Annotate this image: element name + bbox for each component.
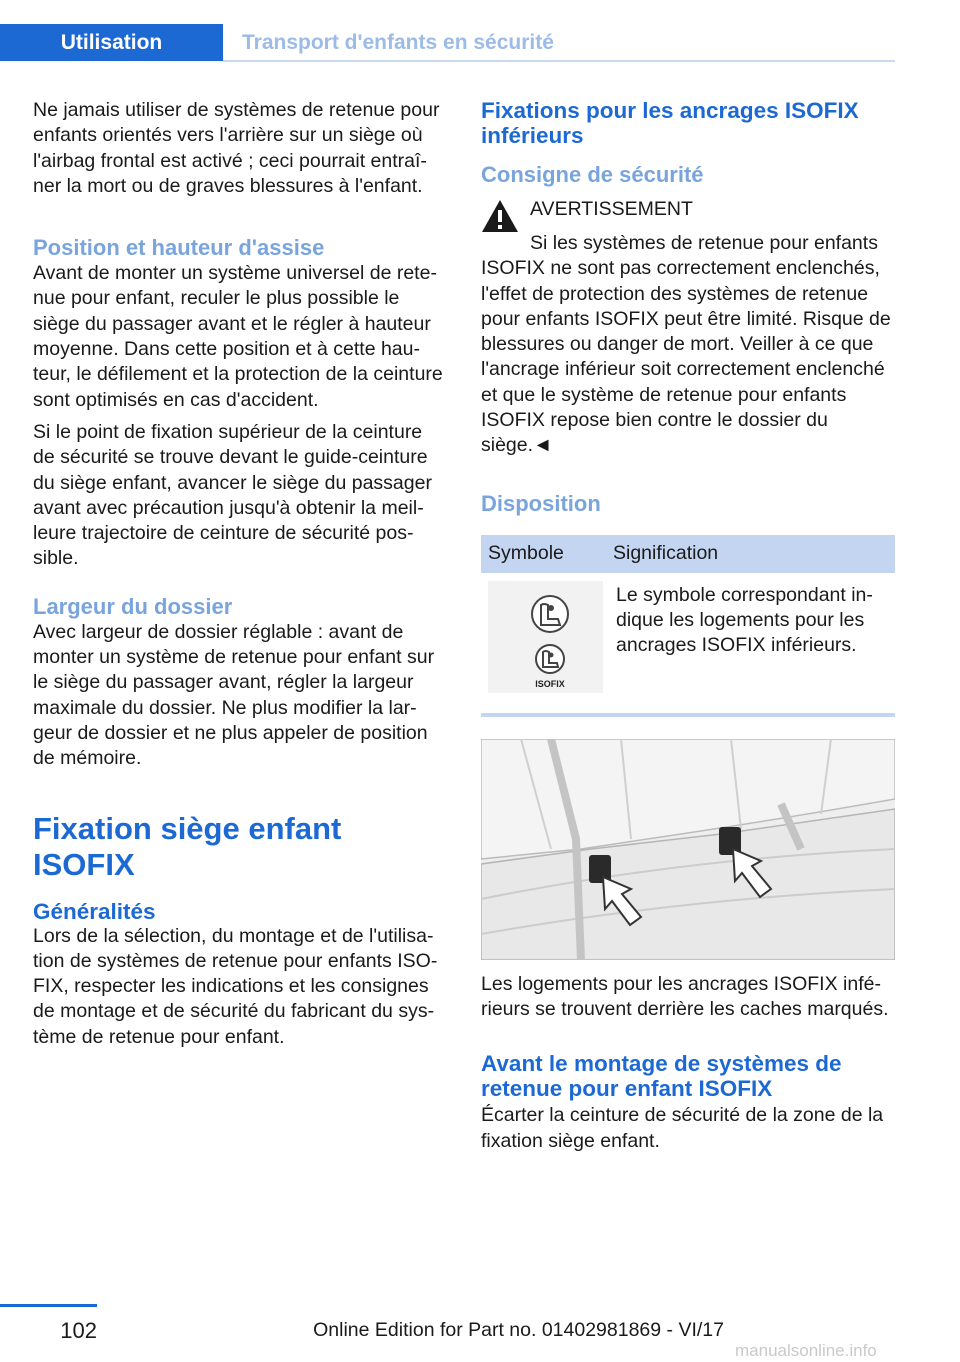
- position-paragraph-2: Si le point de fixation supérieur de la ceinture de sécurité se trouve devant le guide-ceinture du siège enfant, avancer le siège du passager avant avec précaution jusqu'à obtenir la meilleure trajectoire de ceinture de sécurité possible.: [33, 420, 432, 570]
- isofix-symbols: [488, 581, 603, 693]
- fixations-heading: Fixations pour les ancrages ISOFIX inférieurs: [481, 98, 859, 148]
- left-column: [33, 98, 448, 1057]
- disposition-heading: Disposition: [481, 490, 601, 516]
- meaning-column-header: Signification: [606, 535, 895, 573]
- footer-rule: [0, 1304, 97, 1307]
- isofix-icon-label: ISOFIX: [535, 678, 565, 689]
- position-paragraph-1: Avant de monter un système universel de retenue pour enfant, reculer le plus possible le siège du passager avant et le régler à hauteur moyenne. Dans cette position et à cette hauteur, le défilement et la protection de la ceinture sont optimisés en cas d'accident.: [33, 262, 443, 411]
- position-heading: Position et hauteur d'assise: [33, 235, 325, 261]
- generalites-paragraph: Lors de la sélection, du montage et de l'utilisation de systèmes de retenue pour enfants ISOFIX, respecter les indications et les consignes de montage et de sécurité du fabricant du système de retenue pour enfant.: [33, 924, 438, 1048]
- symbol-table: [481, 535, 895, 703]
- section-tab[interactable]: Transport d'enfants en sécurité: [242, 31, 554, 54]
- avant-paragraph: Écarter la ceinture de sécurité de la zone de la fixation siège enfant.: [481, 1104, 884, 1152]
- avant-heading: Avant le montage de systèmes de retenue pour enfant ISOFIX: [481, 1051, 842, 1102]
- page-header: [0, 24, 895, 62]
- largeur-paragraph: Avec largeur de dossier réglable : avant de monter un système de retenue pour enfant sur le siège du passager avant, régler la largeur maximale du dossier. Ne plus modifier la largeur de dossier et ne plus appeler de position de mémoire.: [33, 620, 435, 770]
- child-seat-icon: [532, 596, 568, 632]
- intro-paragraph: Ne jamais utiliser de systèmes de retenue pour enfants orientés vers l'arrière sur un siège où l'airbag frontal est activé ; ceci pourrait entraîner la mort ou de graves blessures à l'enfant.: [33, 99, 440, 197]
- isofix-title: Fixation siège enfant ISOFIX: [33, 810, 342, 882]
- consigne-heading: Consigne de sécurité: [481, 162, 704, 187]
- warning-block: [481, 197, 895, 231]
- warning-triangle-icon: [481, 199, 519, 233]
- rear-seat-illustration: [481, 739, 895, 960]
- isofix-anchor-figure: [481, 739, 895, 960]
- generalites-heading: Généralités: [33, 898, 156, 924]
- watermark: manualsonline.info: [735, 1341, 877, 1360]
- right-column: [481, 98, 895, 1161]
- symbol-column-header: Symbole: [481, 535, 606, 573]
- largeur-heading: Largeur du dossier: [33, 593, 233, 619]
- isofix-seat-icon: [536, 645, 564, 673]
- figure-caption: Les logements pour les ancrages ISOFIX inférieurs se trouvent derrière les caches marqués.: [481, 972, 889, 1020]
- warning-label: AVERTISSEMENT: [530, 198, 693, 220]
- symbol-meaning-cell: Le symbole correspondant indique les logements pour les ancrages ISOFIX inférieurs.: [616, 583, 873, 656]
- page-number: 102: [60, 1318, 97, 1343]
- warning-paragraph: Si les systèmes de retenue pour enfants ISOFIX ne sont pas correctement enclenchés, l'effet de protection des systèmes de retenue pour enfants ISOFIX peut être limité. Risque de blessures ou danger de mort. Veiller à ce que l'ancrage inférieur soit correctement enclenché et que le système de retenue pour enfants ISOFIX repose bien contre le dossier du siège.◄: [481, 232, 891, 457]
- edition-label: Online Edition for Part no. 01402981869 - VI/17: [313, 1319, 724, 1341]
- chapter-tab[interactable]: Utilisation: [0, 24, 223, 61]
- header-divider: [223, 60, 895, 62]
